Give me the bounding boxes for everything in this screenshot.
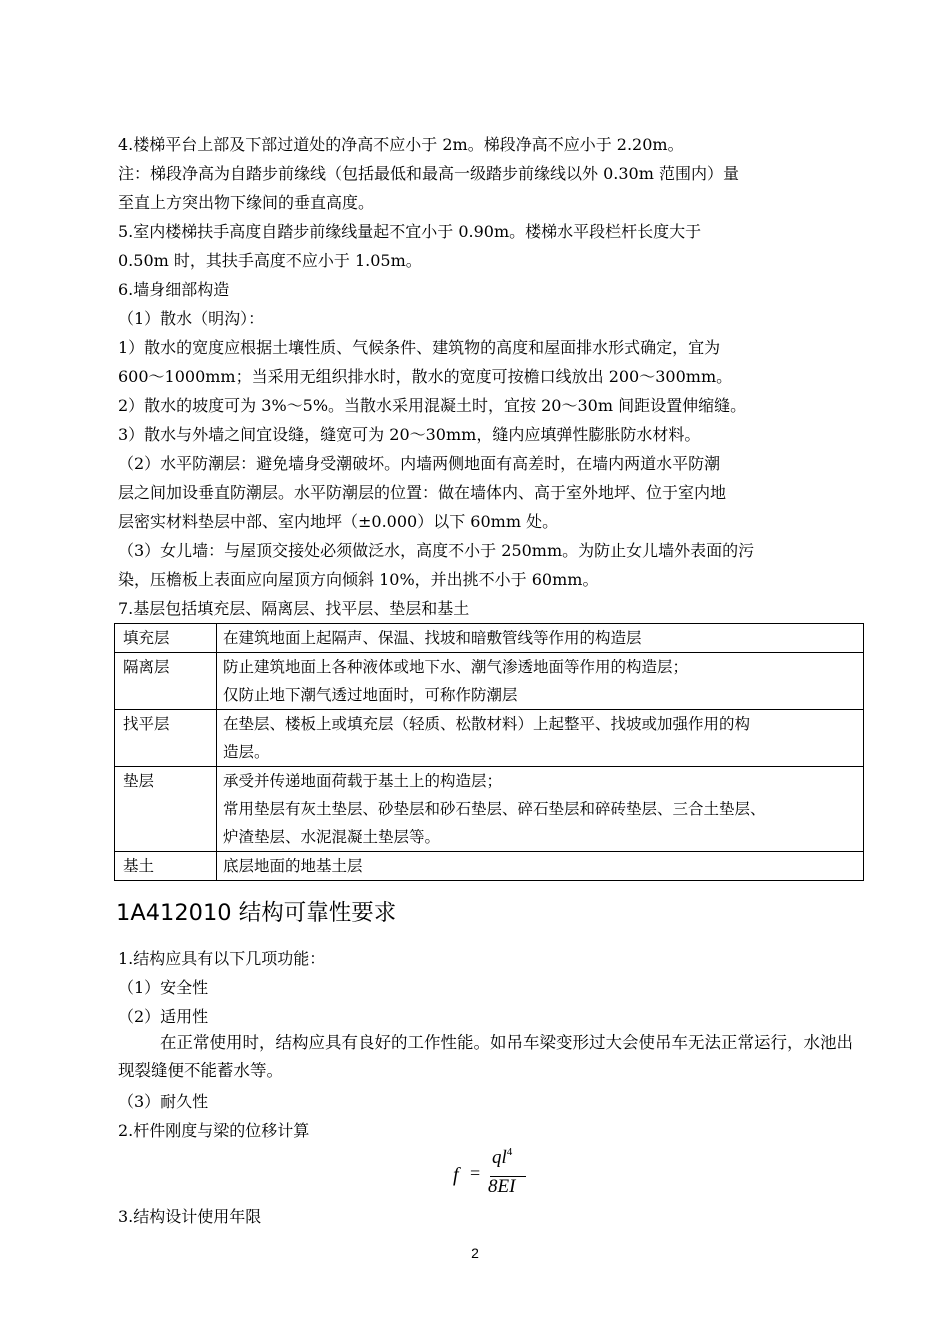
para-apron-2: 2）散水的坡度可为 3%～5%。当散水采用混凝土时，宜按 20～30m 间距设置伸缩缝。: [118, 396, 747, 415]
layer-desc-cell: [217, 852, 864, 881]
para-dpc-line-2: 层之间加设垂直防潮层。水平防潮层的位置：做在墙体内、高于室外地坪、位于室内地: [118, 483, 727, 502]
para-durability: （3）耐久性: [118, 1092, 209, 1111]
layer-desc-cell: [217, 653, 864, 710]
layer-desc-line: 炉渣垫层、水泥混凝土垫层等。: [223, 828, 441, 846]
para-base-layers-heading: 7.基层包括填充层、隔离层、找平层、垫层和基土: [118, 599, 470, 618]
deflection-formula: [450, 1146, 530, 1202]
formula-numerator: [492, 1146, 512, 1169]
para-apron-3: 3）散水与外墙之间宜设缝，缝宽可为 20～30mm，缝内应填弹性膨胀防水材料。: [118, 425, 701, 444]
table-row: [115, 767, 864, 852]
para-apron-1-line-2: 600～1000mm；当采用无组织排水时，散水的宽度可按檐口线放出 200～300mm。: [118, 367, 733, 386]
formula-denominator: 8EI: [488, 1176, 516, 1197]
para-stair-headroom: 4.楼梯平台上部及下部过道处的净高不应小于 2m。梯段净高不应小于 2.20m。: [118, 135, 684, 154]
para-serviceability-detail: 在正常使用时，结构应具有良好的工作性能。如吊车梁变形过大会使吊车无法正常运行，水池出现裂缝便不能蓄水等。: [118, 1033, 853, 1080]
para-note-line-2: 至直上方突出物下缘间的垂直高度。: [118, 193, 375, 212]
section-heading: 1A412010 结构可靠性要求: [116, 900, 397, 926]
para-structure-functions: 1.结构应具有以下几项功能：: [118, 949, 326, 968]
para-handrail-line-1: 5.室内楼梯扶手高度自踏步前缘线量起不宜小于 0.90m。楼梯水平段栏杆长度大于: [118, 222, 702, 241]
para-parapet-line-2: 染，压檐板上表面应向屋顶方向倾斜 10%，并出挑不小于 60mm。: [118, 570, 599, 589]
table-row: [115, 624, 864, 653]
para-note-line-1: 注：梯段净高为自踏步前缘线（包括最低和最高一级踏步前缘线以外 0.30m 范围内）量: [118, 164, 739, 183]
layer-name-cell: 基土: [115, 852, 217, 881]
layer-desc-line: 在垫层、楼板上或填充层（轻质、松散材料）上起整平、找坡或加强作用的构: [223, 715, 751, 733]
layer-name-cell: 填充层: [115, 624, 217, 653]
layer-desc-line: 在建筑地面上起隔声、保温、找坡和暗敷管线等作用的构造层: [223, 629, 642, 647]
para-serviceability: （2）适用性: [118, 1007, 209, 1026]
base-layer-table: [114, 623, 864, 881]
page-number: 2: [471, 1245, 479, 1261]
para-stiffness-heading: 2.杆件刚度与梁的位移计算: [118, 1121, 310, 1140]
para-wall-detail-heading: 6.墙身细部构造: [118, 280, 230, 299]
para-handrail-line-2: 0.50m 时，其扶手高度不应小于 1.05m。: [118, 251, 422, 270]
layer-name-cell: 找平层: [115, 710, 217, 767]
para-dpc-line-3: 层密实材料垫层中部、室内地坪（±0.000）以下 60mm 处。: [118, 512, 559, 531]
para-design-life-heading: 3.结构设计使用年限: [118, 1207, 262, 1226]
formula-exponent: 4: [506, 1146, 513, 1158]
formula-numerator-text: ql: [492, 1147, 507, 1168]
layer-desc-line: 防止建筑地面上各种液体或地下水、潮气渗透地面等作用的构造层；: [223, 658, 689, 676]
layer-desc-line: 底层地面的地基土层: [223, 857, 363, 875]
layer-desc-line: 造层。: [223, 743, 270, 761]
formula-lhs: f: [453, 1164, 459, 1186]
layer-desc-line: 仅防止地下潮气透过地面时，可称作防潮层: [223, 686, 518, 704]
layer-name-cell: 垫层: [115, 767, 217, 852]
layer-desc-cell: [217, 624, 864, 653]
layer-desc-line: 承受并传递地面荷载于基土上的构造层；: [223, 772, 503, 790]
formula-equals: =: [470, 1163, 481, 1183]
para-dpc-line-1: （2）水平防潮层：避免墙身受潮破坏。内墙两侧地面有高差时，在墙内两道水平防潮: [118, 454, 721, 473]
layer-name-cell: 隔离层: [115, 653, 217, 710]
para-apron-heading: （1）散水（明沟）：: [118, 309, 265, 328]
para-parapet-line-1: （3）女儿墙：与屋顶交接处必须做泛水，高度不小于 250mm。为防止女儿墙外表面的污: [118, 541, 755, 560]
para-apron-1-line-1: 1）散水的宽度应根据土壤性质、气候条件、建筑物的高度和屋面排水形式确定，宜为: [118, 338, 721, 357]
table-row: [115, 653, 864, 710]
para-safety: （1）安全性: [118, 978, 209, 997]
table-row: [115, 710, 864, 767]
layer-desc-cell: [217, 767, 864, 852]
table-row: [115, 852, 864, 881]
layer-desc-cell: [217, 710, 864, 767]
layer-desc-line: 常用垫层有灰土垫层、砂垫层和砂石垫层、碎石垫层和碎砖垫层、三合土垫层、: [223, 800, 766, 818]
